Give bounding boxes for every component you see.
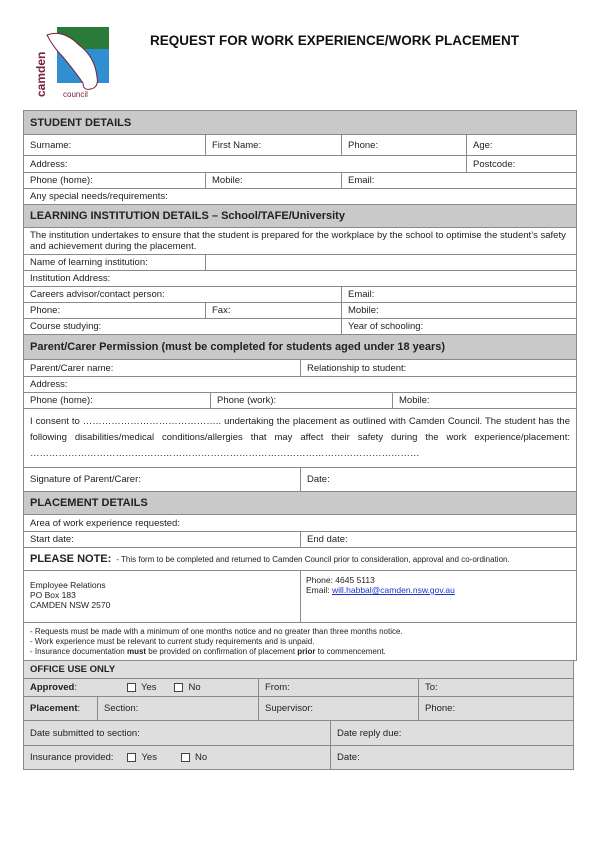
parent-mobile-field[interactable] [392, 392, 577, 409]
note-item: - Insurance documentation must be provided on confirmation of placement prior to commencement. [30, 647, 386, 656]
label: Institution Address: [30, 273, 111, 284]
supervisor-field[interactable] [258, 696, 419, 721]
postcode-field[interactable] [466, 155, 577, 173]
institution-name-field[interactable] [205, 254, 577, 271]
label: Date reply due: [337, 727, 402, 739]
institution-header: LEARNING INSTITUTION DETAILS – School/TAFE/University [23, 204, 577, 228]
label: Mobile: [212, 175, 243, 186]
label: Parent/Carer name: [30, 362, 114, 374]
parent-date-field[interactable] [300, 467, 577, 492]
from-field[interactable] [258, 678, 419, 697]
to-field[interactable] [418, 678, 574, 697]
label: Date: [337, 752, 360, 763]
label: Email: [348, 289, 375, 300]
institution-paragraph: The institution undertakes to ensure that the student is prepared for the workplace by the school to optimise the student’s safety and achievement during the placement. [23, 227, 577, 255]
label: First Name: [212, 139, 262, 151]
svg-text:council: council [63, 90, 88, 99]
end-date-field[interactable] [300, 531, 577, 548]
label: End date: [307, 534, 348, 545]
please-note [23, 547, 577, 571]
label: Year of schooling: [348, 321, 424, 332]
institution-address-field[interactable] [23, 270, 577, 287]
label: Careers advisor/contact person: [30, 289, 165, 300]
insurance-yes-checkbox[interactable]: Yes [127, 752, 157, 763]
consent-text: I consent to …………………………………….. undertaking the placement as outlined with Camden Council. The student has the following disabilities/medical conditions/allergies that may affect their safety during the work experience/placement: …………………………………………………………………………………………………………… [30, 416, 570, 459]
approved-yes-checkbox[interactable]: Yes [127, 682, 157, 693]
note-item: - Requests must be made with a minimum of one months notice and no greater than three months notice. [30, 627, 403, 636]
age-field[interactable] [466, 134, 577, 156]
label: Start date: [30, 534, 74, 545]
phone-field[interactable] [341, 134, 467, 156]
address-line: Employee Relations [30, 580, 106, 590]
special-needs-field[interactable] [23, 188, 577, 205]
institution-mobile-field[interactable] [341, 302, 577, 319]
label: Mobile: [348, 305, 379, 316]
label: Phone (home): [30, 175, 93, 186]
section-field[interactable] [97, 696, 259, 721]
label: Supervisor: [265, 703, 314, 714]
page-title: REQUEST FOR WORK EXPERIENCE/WORK PLACEMENT [150, 33, 520, 48]
careers-advisor-field[interactable] [23, 286, 342, 303]
label: Area of work experience requested: [30, 517, 180, 529]
contact-phone: Phone: 4645 5113 [306, 575, 375, 585]
label: Section: [104, 703, 139, 714]
postal-address [23, 570, 301, 623]
approved-label: Approved [30, 682, 75, 693]
label: Postcode: [473, 158, 516, 170]
date-submitted-field[interactable] [23, 720, 331, 746]
placement-label: Placement : [23, 696, 98, 721]
label: To: [425, 682, 438, 693]
surname-field[interactable] [23, 134, 206, 156]
label: Signature of Parent/Carer: [30, 474, 141, 485]
email-field[interactable] [341, 172, 577, 189]
relationship-field[interactable] [300, 359, 577, 377]
label: Phone (work): [217, 395, 277, 406]
label: Phone (home): [30, 395, 93, 406]
parent-address-field[interactable] [23, 376, 577, 393]
label: Course studying: [30, 321, 102, 332]
year-field[interactable] [341, 318, 577, 335]
approved-no-checkbox[interactable]: No [174, 682, 200, 693]
email-label: Email: [306, 585, 332, 595]
office-date-field[interactable] [330, 745, 574, 770]
institution-fax-field[interactable] [205, 302, 342, 319]
start-date-field[interactable] [23, 531, 301, 548]
parent-header: Parent/Carer Permission (must be completed for students aged under 18 years) [23, 334, 577, 360]
parent-name-field[interactable] [23, 359, 301, 377]
label: Email: [348, 175, 375, 186]
student-details-header: STUDENT DETAILS [23, 110, 577, 135]
checkbox-icon [127, 753, 136, 762]
label: Fax: [212, 305, 231, 316]
address-line: CAMDEN NSW 2570 [30, 600, 111, 610]
label: Phone: [348, 139, 379, 151]
label: Phone: [30, 305, 61, 316]
phone-home-field[interactable] [23, 172, 206, 189]
placement-header: PLACEMENT DETAILS [23, 491, 577, 515]
label: Age: [473, 139, 493, 151]
checkbox-icon [181, 753, 190, 762]
office-phone-field[interactable] [418, 696, 574, 721]
label: Relationship to student: [307, 362, 407, 374]
course-field[interactable] [23, 318, 342, 335]
label: Date: [307, 474, 330, 485]
camden-council-logo [33, 27, 109, 99]
institution-phone-field[interactable] [23, 302, 206, 319]
label: Surname: [30, 139, 72, 151]
label: Mobile: [399, 395, 430, 406]
insurance-no-checkbox[interactable]: No [181, 752, 207, 763]
note-item: - Work experience must be relevant to current study requirements and is unpaid. [30, 637, 315, 646]
institution-name-label: Name of learning institution: [23, 254, 206, 271]
contact-details [300, 570, 577, 623]
consent-statement[interactable] [23, 408, 577, 468]
svg-text:camden: camden [34, 51, 48, 97]
address-field[interactable] [23, 155, 467, 173]
contact-email-link[interactable]: will.habbal@camden.nsw.gov.au [331, 585, 455, 595]
approved-row: Approved : Yes No [23, 678, 259, 697]
requirements-notes [23, 622, 577, 661]
label: Address: [30, 158, 68, 170]
label: Phone: [425, 703, 456, 714]
please-note-label: PLEASE NOTE: [30, 553, 112, 565]
insurance-row [23, 745, 331, 770]
mobile-field[interactable] [205, 172, 342, 189]
address-line: PO Box 183 [30, 590, 76, 600]
signature-field[interactable] [23, 467, 301, 492]
institution-email-field[interactable] [341, 286, 577, 303]
insurance-label: Insurance provided: [30, 752, 114, 763]
parent-phone-work-field[interactable] [210, 392, 393, 409]
date-reply-due-field[interactable] [330, 720, 574, 746]
label: Any special needs/requirements: [30, 191, 168, 202]
label: Address: [30, 379, 68, 390]
first-name-field[interactable] [205, 134, 342, 156]
label: Date submitted to section: [30, 727, 140, 739]
please-note-text: - This form to be completed and returned to Camden Council prior to consideration, approval and co-ordination. [116, 554, 510, 564]
area-field[interactable] [23, 514, 577, 532]
office-use-header: OFFICE USE ONLY [23, 660, 574, 679]
label: From: [265, 682, 290, 693]
parent-phone-home-field[interactable] [23, 392, 211, 409]
checkbox-icon [174, 683, 183, 692]
checkbox-icon [127, 683, 136, 692]
